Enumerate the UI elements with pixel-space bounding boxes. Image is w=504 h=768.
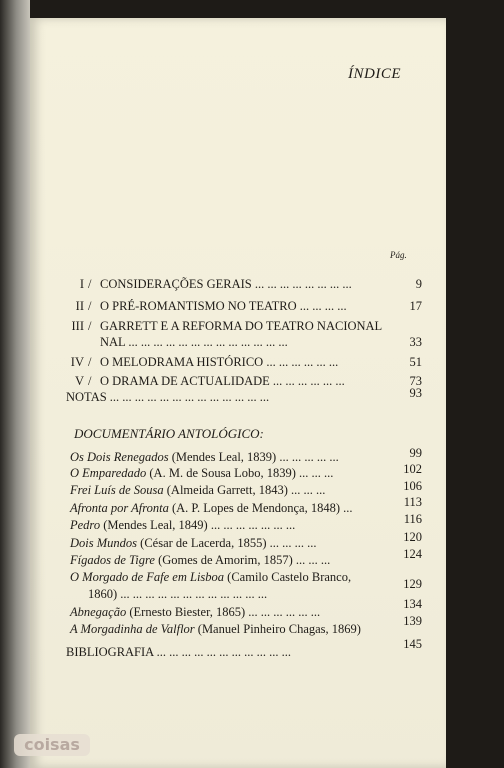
chapter-sep: / <box>88 355 92 369</box>
page-number: 116 <box>403 512 422 526</box>
work-title: Pedro <box>70 518 101 532</box>
work-details: (A. P. Lopes de Mendonça, 1848) ... <box>168 501 353 515</box>
page-number: 33 <box>409 335 422 349</box>
chapter-sep: / <box>88 299 92 313</box>
chapter-title-continued: NAL ... ... ... ... ... ... ... ... ... ... ... ... ... <box>100 335 288 349</box>
watermark-logo: coisas <box>14 734 90 756</box>
work-title: Afronta por Afronta <box>70 501 169 515</box>
book-spine-shadow <box>0 0 30 768</box>
chapter-sep: / <box>88 277 92 291</box>
work-details: (Ernesto Biester, 1865) ... ... ... ... ... ... <box>126 605 321 619</box>
page-number: 93 <box>409 386 422 400</box>
work-details: (Mendes Leal, 1849) ... ... ... ... ... ... ... <box>100 518 296 532</box>
chapter-number: I <box>79 277 84 291</box>
work-title: Abnegação <box>70 605 127 619</box>
chapter-number: II <box>75 299 84 313</box>
work-title: O Morgado de Fafe em Lisboa <box>70 570 225 584</box>
work-details: (Camilo Castelo Branco, <box>224 570 352 584</box>
page-number: 106 <box>403 479 422 493</box>
chapter-title: O DRAMA DE ACTUALIDADE ... ... ... ... ... ... <box>100 374 345 388</box>
chapter-title: O PRÉ-ROMANTISMO NO TEATRO ... ... ... ... <box>100 299 347 313</box>
page-number: 113 <box>403 495 422 509</box>
work-title: Frei Luís de Sousa <box>70 483 164 497</box>
work-details: (César de Lacerda, 1855) ... ... ... ... <box>137 536 317 550</box>
chapter-sep: / <box>88 374 92 388</box>
page-number: 129 <box>403 577 422 591</box>
page-number: 51 <box>409 355 422 369</box>
work-title: O Emparedado <box>70 466 147 480</box>
notas-title: NOTAS ... ... ... ... ... ... ... ... ... ... ... ... ... <box>66 390 270 404</box>
work-details: (A. M. de Sousa Lobo, 1839) ... ... ... <box>146 466 334 480</box>
page-number: 145 <box>403 637 422 651</box>
bibliografia-title: BIBLIOGRAFIA ... ... ... ... ... ... ... ... ... ... ... <box>66 645 292 659</box>
chapter-title: CONSIDERAÇÕES GERAIS ... ... ... ... ... ... ... ... <box>100 277 352 291</box>
page-number: 73 <box>409 374 422 388</box>
page-number: 134 <box>403 597 422 611</box>
work-title: Dois Mundos <box>70 536 138 550</box>
page-title: ÍNDICE <box>348 66 401 82</box>
page-number: 124 <box>403 547 422 561</box>
chapter-title: O MELODRAMA HISTÓRICO ... ... ... ... ... ... <box>100 355 339 369</box>
chapter-sep: / <box>88 319 92 333</box>
work-title: Os Dois Renegados <box>70 450 169 464</box>
work-details: (Mendes Leal, 1839) ... ... ... ... ... <box>168 450 339 464</box>
chapter-number: III <box>71 319 84 333</box>
chapter-title: GARRETT E A REFORMA DO TEATRO NACIONAL <box>100 319 383 333</box>
page-number: 99 <box>409 446 422 460</box>
page-number: 9 <box>415 277 422 291</box>
work-details: (Almeida Garrett, 1843) ... ... ... <box>163 483 326 497</box>
section-heading: DOCUMENTÁRIO ANTOLÓGICO: <box>74 426 264 441</box>
work-details: (Manuel Pinheiro Chagas, 1869) <box>194 622 361 636</box>
chapter-number: V <box>74 374 84 388</box>
page-number: 17 <box>409 299 422 313</box>
page-number: 120 <box>403 530 422 544</box>
book-page <box>30 18 446 768</box>
page-number: 139 <box>403 614 422 628</box>
work-title: Fígados de Tigre <box>70 553 155 567</box>
chapter-number: IV <box>70 355 84 369</box>
work-details-continued: 1860) ... ... ... ... ... ... ... ... ... ... ... ... <box>88 587 268 601</box>
work-details: (Gomes de Amorim, 1857) ... ... ... <box>154 553 331 567</box>
page-number: 102 <box>403 462 422 476</box>
page-column-label: Pág. <box>390 250 407 260</box>
work-title: A Morgadinha de Valflor <box>70 622 195 636</box>
